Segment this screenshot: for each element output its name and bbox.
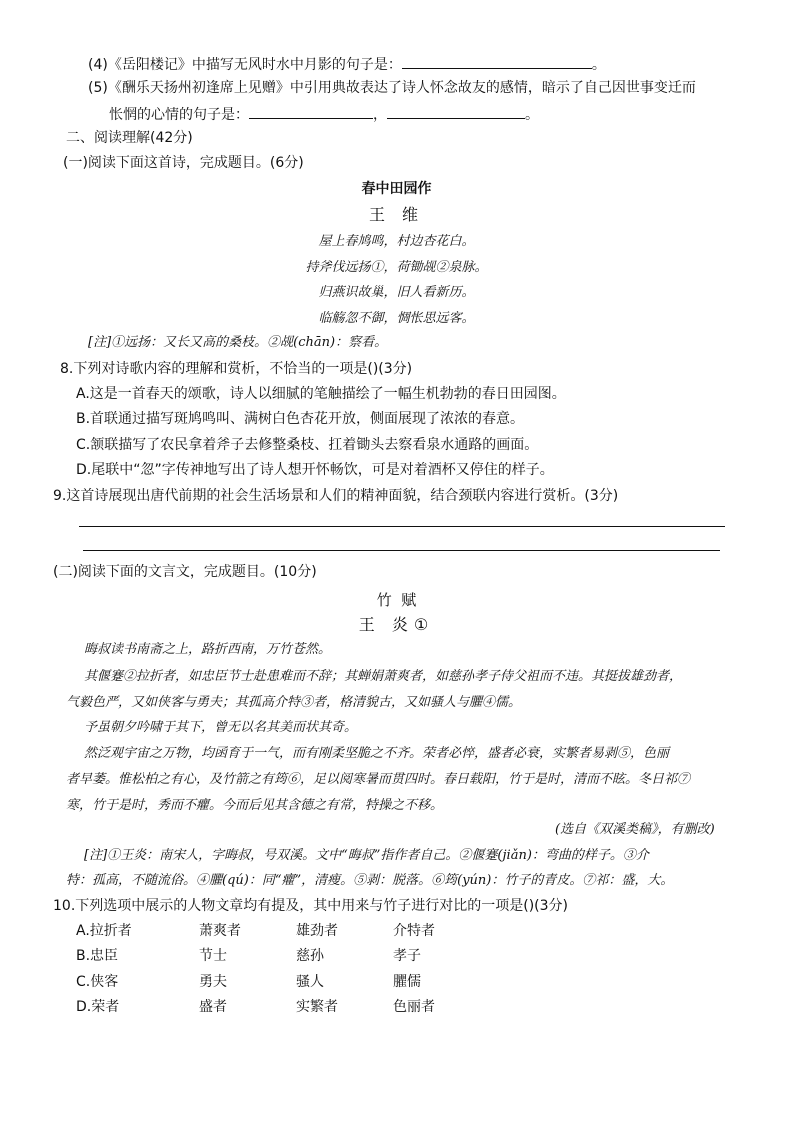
- essay-line: 者早萎。惟松柏之有心，及竹箭之有筠⑥，足以阅寒暑而贯四时。春日载阳，竹于是时，清而不眩。冬日祁⑦: [66, 772, 691, 787]
- question-4: [88, 54, 606, 74]
- answer-line[interactable]: [83, 550, 720, 551]
- essay-line: 寒，竹于是时，秀而不癯。今而后见其含德之有常，特操之不移。: [66, 798, 444, 813]
- essay-line: 然泛观宇宙之万物，均函育于一气，而有刚柔坚脆之不齐。荣者必悴，盛者必衰，实繁者易剥⑤，色丽: [84, 746, 670, 761]
- question-8-stem: 8.下列对诗歌内容的理解和赏析，不恰当的一项是()(3分): [60, 361, 413, 377]
- punct: 。: [525, 107, 539, 123]
- question-8-option-b[interactable]: B.首联通过描写斑鸠鸣叫、满树白色杏花开放，侧面展现了浓浓的春意。: [76, 411, 525, 427]
- option-item: 实繁者: [296, 999, 338, 1015]
- answer-blank[interactable]: [249, 104, 373, 119]
- essay-line: 气毅色严，又如侠客与勇夫；其孤高介特③者，格清貌古，又如骚人与臞④儒。: [66, 695, 522, 710]
- option-item: 骚人: [296, 974, 324, 990]
- poem-note: [注]①远扬：又长又高的桑枝。②觇(chān)：察看。: [88, 335, 388, 350]
- option-item: 雄劲者: [296, 923, 338, 939]
- part2-instruction: (二)阅读下面的文言文，完成题目。(10分): [53, 564, 317, 580]
- option-item: 盛者: [199, 999, 227, 1015]
- essay-note: [注]①王炎：南宋人，字晦叔，号双溪。文中“晦叔”指作者自己。②偃蹇(jiǎn)：弯曲的样子。③介: [84, 848, 649, 863]
- poem-title: 春中田园作: [361, 181, 432, 197]
- question-5-line1: (5)《酬乐天扬州初逢席上见赠》中引用典故表达了诗人怀念故友的感情，暗示了自己因世事变迁而: [88, 80, 696, 96]
- essay-line: 予虽朝夕吟啸于其下，曾无以名其美而状其奇。: [84, 720, 358, 735]
- punct: ，: [373, 107, 387, 123]
- essay-author: 王 炎①: [358, 615, 435, 634]
- option-item: 色丽者: [393, 999, 435, 1015]
- option-item: D.荣者: [76, 999, 120, 1015]
- question-5-line2: [109, 104, 539, 124]
- essay-source: (选自《双溪类稿》，有删改): [555, 822, 715, 837]
- answer-blank[interactable]: [402, 54, 592, 69]
- poem-author: 王 维: [368, 205, 425, 224]
- question-8-option-d[interactable]: D.尾联中“忽”字传神地写出了诗人想开怀畅饮，可是对着酒杯又停住的样子。: [76, 462, 554, 478]
- option-item: 孝子: [393, 948, 421, 964]
- option-item: 勇夫: [199, 974, 227, 990]
- essay-line: 其偃蹇②拉折者，如忠臣节士赴患难而不辞；其蝉娟萧爽者，如慈孙孝子侍父祖而不违。其挺拔雄劲者，: [84, 669, 683, 684]
- punct: 。: [591, 57, 606, 73]
- option-item: 节士: [199, 948, 227, 964]
- option-item: 臞儒: [393, 974, 421, 990]
- option-item: 介特者: [393, 923, 435, 939]
- question-9-stem: 9.这首诗展现出唐代前期的社会生活场景和人们的精神面貌，结合颈联内容进行赏析。(3分): [53, 488, 619, 504]
- option-item: A.拉折者: [76, 923, 132, 939]
- part1-instruction: (一)阅读下面这首诗，完成题目。(6分): [63, 155, 304, 171]
- question-8-option-c[interactable]: C.颔联描写了农民拿着斧子去修整桑枝、扛着锄头去察看泉水通路的画面。: [76, 437, 539, 453]
- question-8-option-a[interactable]: A.这是一首春天的颂歌，诗人以细腻的笔触描绘了一幅生机勃勃的春日田园图。: [76, 386, 566, 402]
- essay-note: 特：孤高，不随流俗。④臞(qú)：同“癯”，清瘦。⑤剥：脱落。⑥筠(yún)：竹子的青皮。⑦祁：盛，大。: [66, 873, 674, 888]
- question-4-text: (4)《岳阳楼记》中描写无风时水中月影的句子是：: [88, 57, 402, 73]
- question-10-stem: 10.下列选项中展示的人物文章均有提及，其中用来与竹子进行对比的一项是()(3分): [53, 898, 569, 914]
- answer-line[interactable]: [79, 526, 725, 527]
- essay-title: 竹 赋: [376, 591, 417, 609]
- option-item: C.侠客: [76, 974, 119, 990]
- option-item: 慈孙: [296, 948, 324, 964]
- section-heading: 二、阅读理解(42分): [66, 130, 193, 146]
- essay-line: 晦叔读书南斋之上，路折西南，万竹苍然。: [84, 642, 332, 657]
- option-item: 萧爽者: [199, 923, 241, 939]
- poem-line: 持斧伐远扬①，荷锄觇②泉脉。: [305, 260, 488, 275]
- answer-blank[interactable]: [387, 104, 525, 119]
- poem-line: 归燕识故巢，旧人看新历。: [318, 285, 475, 300]
- poem-line: 临觞忽不御，惆怅思远客。: [318, 311, 475, 326]
- question-5-text: 怅惘的心情的句子是：: [109, 107, 249, 123]
- option-item: B.忠臣: [76, 948, 119, 964]
- poem-line: 屋上春鸠鸣，村边杏花白。: [318, 234, 475, 249]
